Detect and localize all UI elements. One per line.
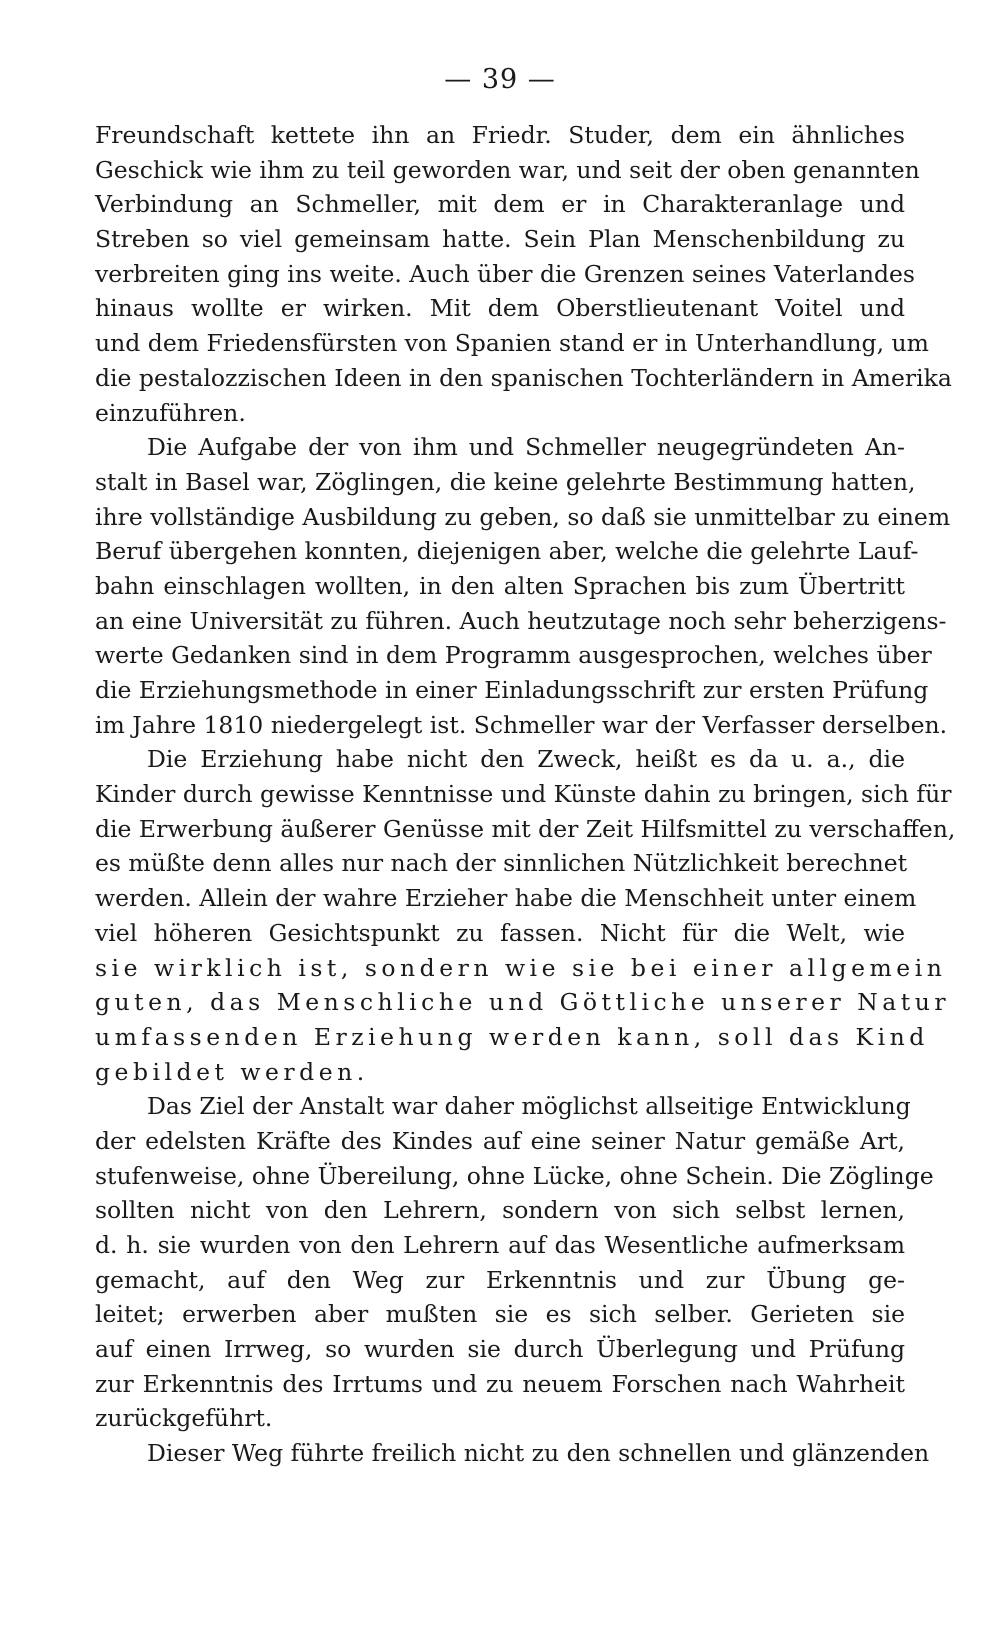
text-line: Geschick wie ihm zu teil geworden war, und seit der oben genannten — [95, 155, 920, 184]
text-line: Dieser Weg führte freilich nicht zu den schnellen und glänzenden — [147, 1439, 930, 1468]
text-line: es müßte denn alles nur nach der sinnlichen Nützlichkeit berechnet — [95, 849, 908, 878]
text-line: bahn einschlagen wollten, in den alten Sprachen bis zum Übertritt — [95, 571, 905, 600]
text-line: der edelsten Kräfte des Kindes auf eine seiner Natur gemäße Art, — [95, 1126, 905, 1155]
text-line: zur Erkenntnis des Irrtums und zu neuem Forschen nach Wahrheit — [95, 1369, 905, 1398]
text-line: die pestalozzischen Ideen in den spanischen Tochterländern in Amerika — [95, 363, 952, 392]
text-line: hinaus wollte er wirken. Mit dem Oberstlieutenant Voitel und — [95, 294, 905, 323]
text-line: sollten nicht von den Lehrern, sondern von sich selbst lernen, — [95, 1196, 905, 1225]
text-line: die Erwerbung äußerer Genüsse mit der Zeit Hilfsmittel zu verschaffen, — [95, 814, 956, 843]
text-line: die Erziehungsmethode in einer Einladungsschrift zur ersten Prüfung — [95, 676, 929, 704]
text-line: an eine Universität zu führen. Auch heutzutage noch sehr beherzigens- — [95, 606, 947, 635]
text-line: werte Gedanken sind in dem Programm ausgesprochen, welches über — [95, 641, 932, 670]
text-line: Verbindung an Schmeller, mit dem er in Charakteranlage und — [95, 190, 905, 219]
text-line: viel höheren Gesichtspunkt zu fassen. Nicht für die Welt, wie — [95, 918, 905, 947]
text-line: d. h. sie wurden von den Lehrern auf das Wesentliche aufmerksam — [95, 1231, 905, 1259]
text-line: gemacht, auf den Weg zur Erkenntnis und zur Übung ge- — [95, 1265, 905, 1294]
text-line: gebildet werden. — [95, 1057, 369, 1086]
text-line: umfassenden Erziehung werden kann, soll das Kind — [95, 1022, 929, 1051]
text-line: stufenweise, ohne Übereilung, ohne Lücke, ohne Schein. Die Zöglinge — [95, 1161, 934, 1190]
text-line: werden. Allein der wahre Erzieher habe die Menschheit unter einem — [95, 884, 917, 913]
text-line: Die Aufgabe der von ihm und Schmeller neugegründeten An- — [147, 433, 905, 462]
text-line: Freundschaft kettete ihn an Friedr. Studer, dem ein ähnliches — [95, 121, 905, 149]
text-line: Kinder durch gewisse Kenntnisse und Künste dahin zu bringen, sich für — [95, 780, 952, 809]
page-number-header: — 39 — — [444, 64, 556, 95]
text-line: Streben so viel gemeinsam hatte. Sein Plan Menschenbildung zu — [95, 225, 905, 254]
text-line: Das Ziel der Anstalt war daher möglichst allseitige Entwicklung — [147, 1092, 911, 1121]
text-line: Die Erziehung habe nicht den Zweck, heißt es da u. a., die — [147, 745, 905, 774]
text-line: und dem Friedensfürsten von Spanien stand er in Unterhandlung, um — [95, 329, 929, 358]
text-line: verbreiten ging ins weite. Auch über die Grenzen seines Vaterlandes — [95, 259, 915, 288]
body-text — [95, 118, 956, 1471]
text-line: Beruf übergehen konnten, diejenigen aber, welche die gelehrte Lauf- — [95, 537, 919, 566]
text-line: auf einen Irrweg, so wurden sie durch Überlegung und Prüfung — [95, 1335, 905, 1364]
text-line: zurückgeführt. — [95, 1404, 273, 1433]
text-line: sie wirklich ist, sondern wie sie bei einer allgemein — [95, 953, 947, 982]
text-line: ihre vollständige Ausbildung zu geben, so daß sie unmittelbar zu einem — [95, 502, 951, 531]
text-line: guten, das Menschliche und Göttliche unserer Natur — [95, 988, 951, 1017]
text-line: stalt in Basel war, Zöglingen, die keine gelehrte Bestimmung hatten, — [95, 467, 916, 496]
text-line: im Jahre 1810 niedergelegt ist. Schmeller war der Verfasser derselben. — [95, 710, 948, 739]
text-line: leitet; erwerben aber mußten sie es sich selber. Gerieten sie — [95, 1300, 905, 1329]
text-line: einzuführen. — [95, 398, 246, 427]
